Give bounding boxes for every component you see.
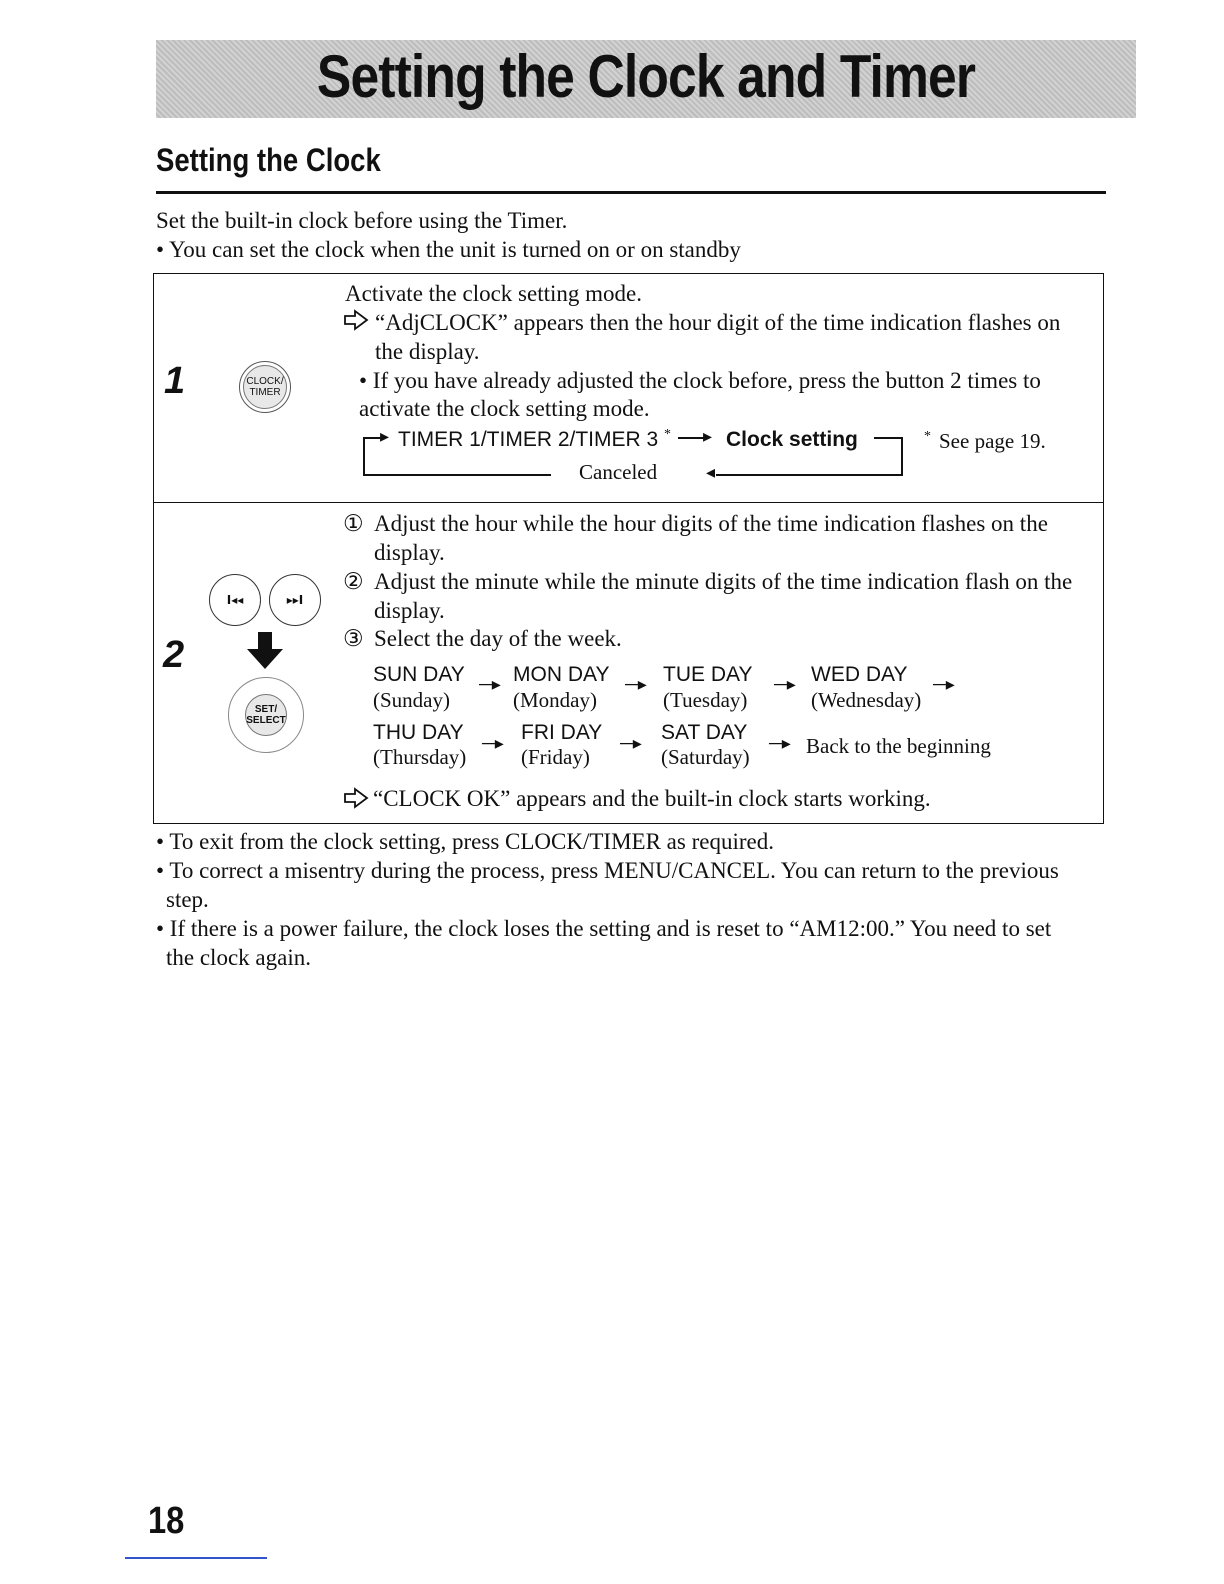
footnote-text: See page 19.: [939, 429, 1046, 453]
day-code: WED DAY: [811, 663, 908, 686]
step1-line2: “AdjCLOCK” appears then the hour digit of the time indication flashes on: [375, 310, 1061, 335]
note-correct: • To correct a misentry during the process, press MENU/CANCEL. You can return to the previous: [156, 858, 1059, 883]
set-select-button-icon: [228, 677, 304, 753]
sub2-number: ②: [343, 569, 364, 594]
day-code: SUN DAY: [373, 663, 465, 686]
day-name: (Friday): [521, 745, 590, 769]
sub1-text-cont: display.: [374, 540, 445, 565]
sub2-text-cont: display.: [374, 598, 445, 623]
day-code: FRI DAY: [521, 721, 603, 744]
step2-number: 2: [163, 634, 185, 676]
day-arrow-icon: ─▸: [482, 733, 504, 753]
day-arrow-icon: ─▸: [479, 674, 501, 694]
next-button-label: ▸▸I: [286, 593, 304, 607]
flow-clock-setting: Clock setting: [726, 428, 858, 451]
flow-asterisk: *: [664, 427, 671, 442]
flow-arrow-icon: ▸: [380, 426, 390, 446]
day-arrow-icon: ─▸: [769, 733, 791, 753]
section-title: Setting the Clock: [156, 142, 381, 178]
title-banner: [156, 40, 1136, 118]
result-arrow-icon: [343, 308, 371, 339]
day-code: TUE DAY: [663, 663, 753, 686]
step1-line4: • If you have already adjusted the clock before, press the button 2 times to: [359, 368, 1041, 393]
page-title: Setting the Clock and Timer: [316, 43, 976, 110]
down-arrow-icon: [245, 632, 285, 675]
note-exit: • To exit from the clock setting, press CLOCK/TIMER as required.: [156, 829, 774, 854]
day-code: SAT DAY: [661, 721, 748, 744]
sub2-text: Adjust the minute while the minute digits of the time indication flash on the: [374, 569, 1073, 594]
prev-button-label: I◂◂: [226, 593, 244, 607]
day-code: THU DAY: [373, 721, 464, 744]
day-arrow-icon: ─▸: [933, 674, 955, 694]
flow-arrow-left-icon: ◂: [706, 462, 716, 482]
flow-right-bar: [901, 437, 903, 475]
step1-line3: the display.: [375, 339, 480, 364]
result-arrow-icon-2: [343, 786, 371, 817]
day-arrow-icon: ─▸: [620, 733, 642, 753]
flow-left-bar: [363, 437, 365, 475]
intro-bullet: • You can set the clock when the unit is turned on or on standby: [156, 237, 741, 262]
day-name: (Saturday): [661, 745, 750, 769]
prev-button-icon: [209, 574, 261, 626]
day-name: (Thursday): [373, 745, 467, 769]
flow-arrow-icon-2: ▸: [703, 426, 713, 446]
footer-line: [125, 1557, 267, 1559]
note-power: • If there is a power failure, the clock loses the setting and is reset to “AM12:00.” You need to set: [156, 916, 1052, 941]
sub1-number: ①: [343, 511, 364, 536]
note-power-cont: the clock again.: [166, 945, 311, 970]
step2-box: [153, 502, 1104, 824]
flow-right-top: [874, 437, 903, 439]
set-select-button-label: SET/ SELECT: [245, 694, 287, 736]
sub1-text: Adjust the hour while the hour digits of the time indication flashes on the: [374, 511, 1048, 536]
clock-timer-button-icon: [239, 361, 291, 413]
sub3-text: Select the day of the week.: [374, 626, 622, 651]
day-name: (Sunday): [373, 688, 450, 712]
flow-canceled: Canceled: [579, 460, 658, 484]
flow-timers: TIMER 1/TIMER 2/TIMER 3: [398, 428, 659, 451]
step2-result: “CLOCK OK” appears and the built-in clock starts working.: [373, 786, 931, 811]
step1-line1: Activate the clock setting mode.: [345, 281, 642, 306]
page-number: 18: [148, 1500, 185, 1542]
day-arrow-icon: ─▸: [774, 674, 796, 694]
sub3-number: ③: [343, 626, 364, 651]
clock-timer-button-label: CLOCK/ TIMER: [243, 365, 287, 409]
day-arrow-icon: ─▸: [625, 674, 647, 694]
note-correct-cont: step.: [166, 887, 209, 912]
back-to-beginning: Back to the beginning: [806, 734, 991, 758]
footnote-asterisk: *: [924, 429, 931, 444]
day-code: MON DAY: [513, 663, 610, 686]
step1-number: 1: [164, 360, 186, 402]
section-divider: [156, 191, 1106, 194]
flow-bottom-right: [716, 474, 903, 476]
step1-line5: activate the clock setting mode.: [359, 396, 650, 421]
next-button-icon: [269, 574, 321, 626]
day-name: (Monday): [513, 688, 597, 712]
day-name: (Tuesday): [663, 688, 748, 712]
flow-bottom-left: [363, 474, 551, 476]
intro-text: Set the built-in clock before using the Timer.: [156, 208, 568, 233]
day-name: (Wednesday): [811, 688, 922, 712]
